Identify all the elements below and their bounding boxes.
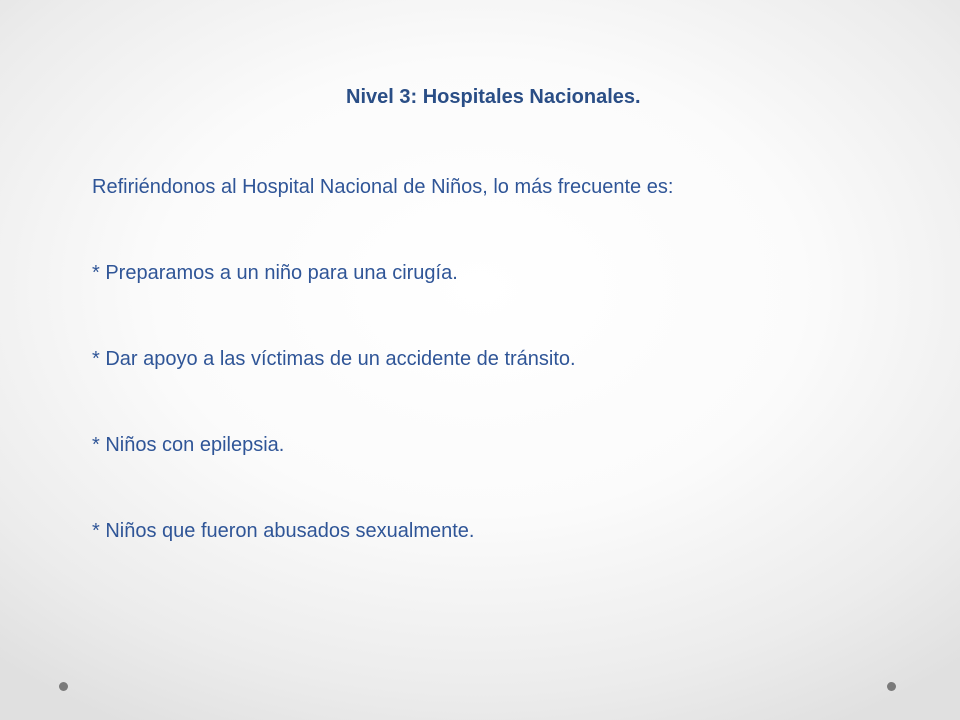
list-item: * Niños que fueron abusados sexualmente. <box>92 520 475 542</box>
list-item: * Preparamos a un niño para una cirugía. <box>92 262 458 284</box>
intro-text: Refiriéndonos al Hospital Nacional de Niños, lo más frecuente es: <box>92 176 674 198</box>
decorative-dot-left <box>59 682 68 691</box>
list-item: * Niños con epilepsia. <box>92 434 285 456</box>
decorative-dot-right <box>887 682 896 691</box>
list-item: * Dar apoyo a las víctimas de un accidente de tránsito. <box>92 348 576 370</box>
slide-title: Nivel 3: Hospitales Nacionales. <box>346 86 641 108</box>
